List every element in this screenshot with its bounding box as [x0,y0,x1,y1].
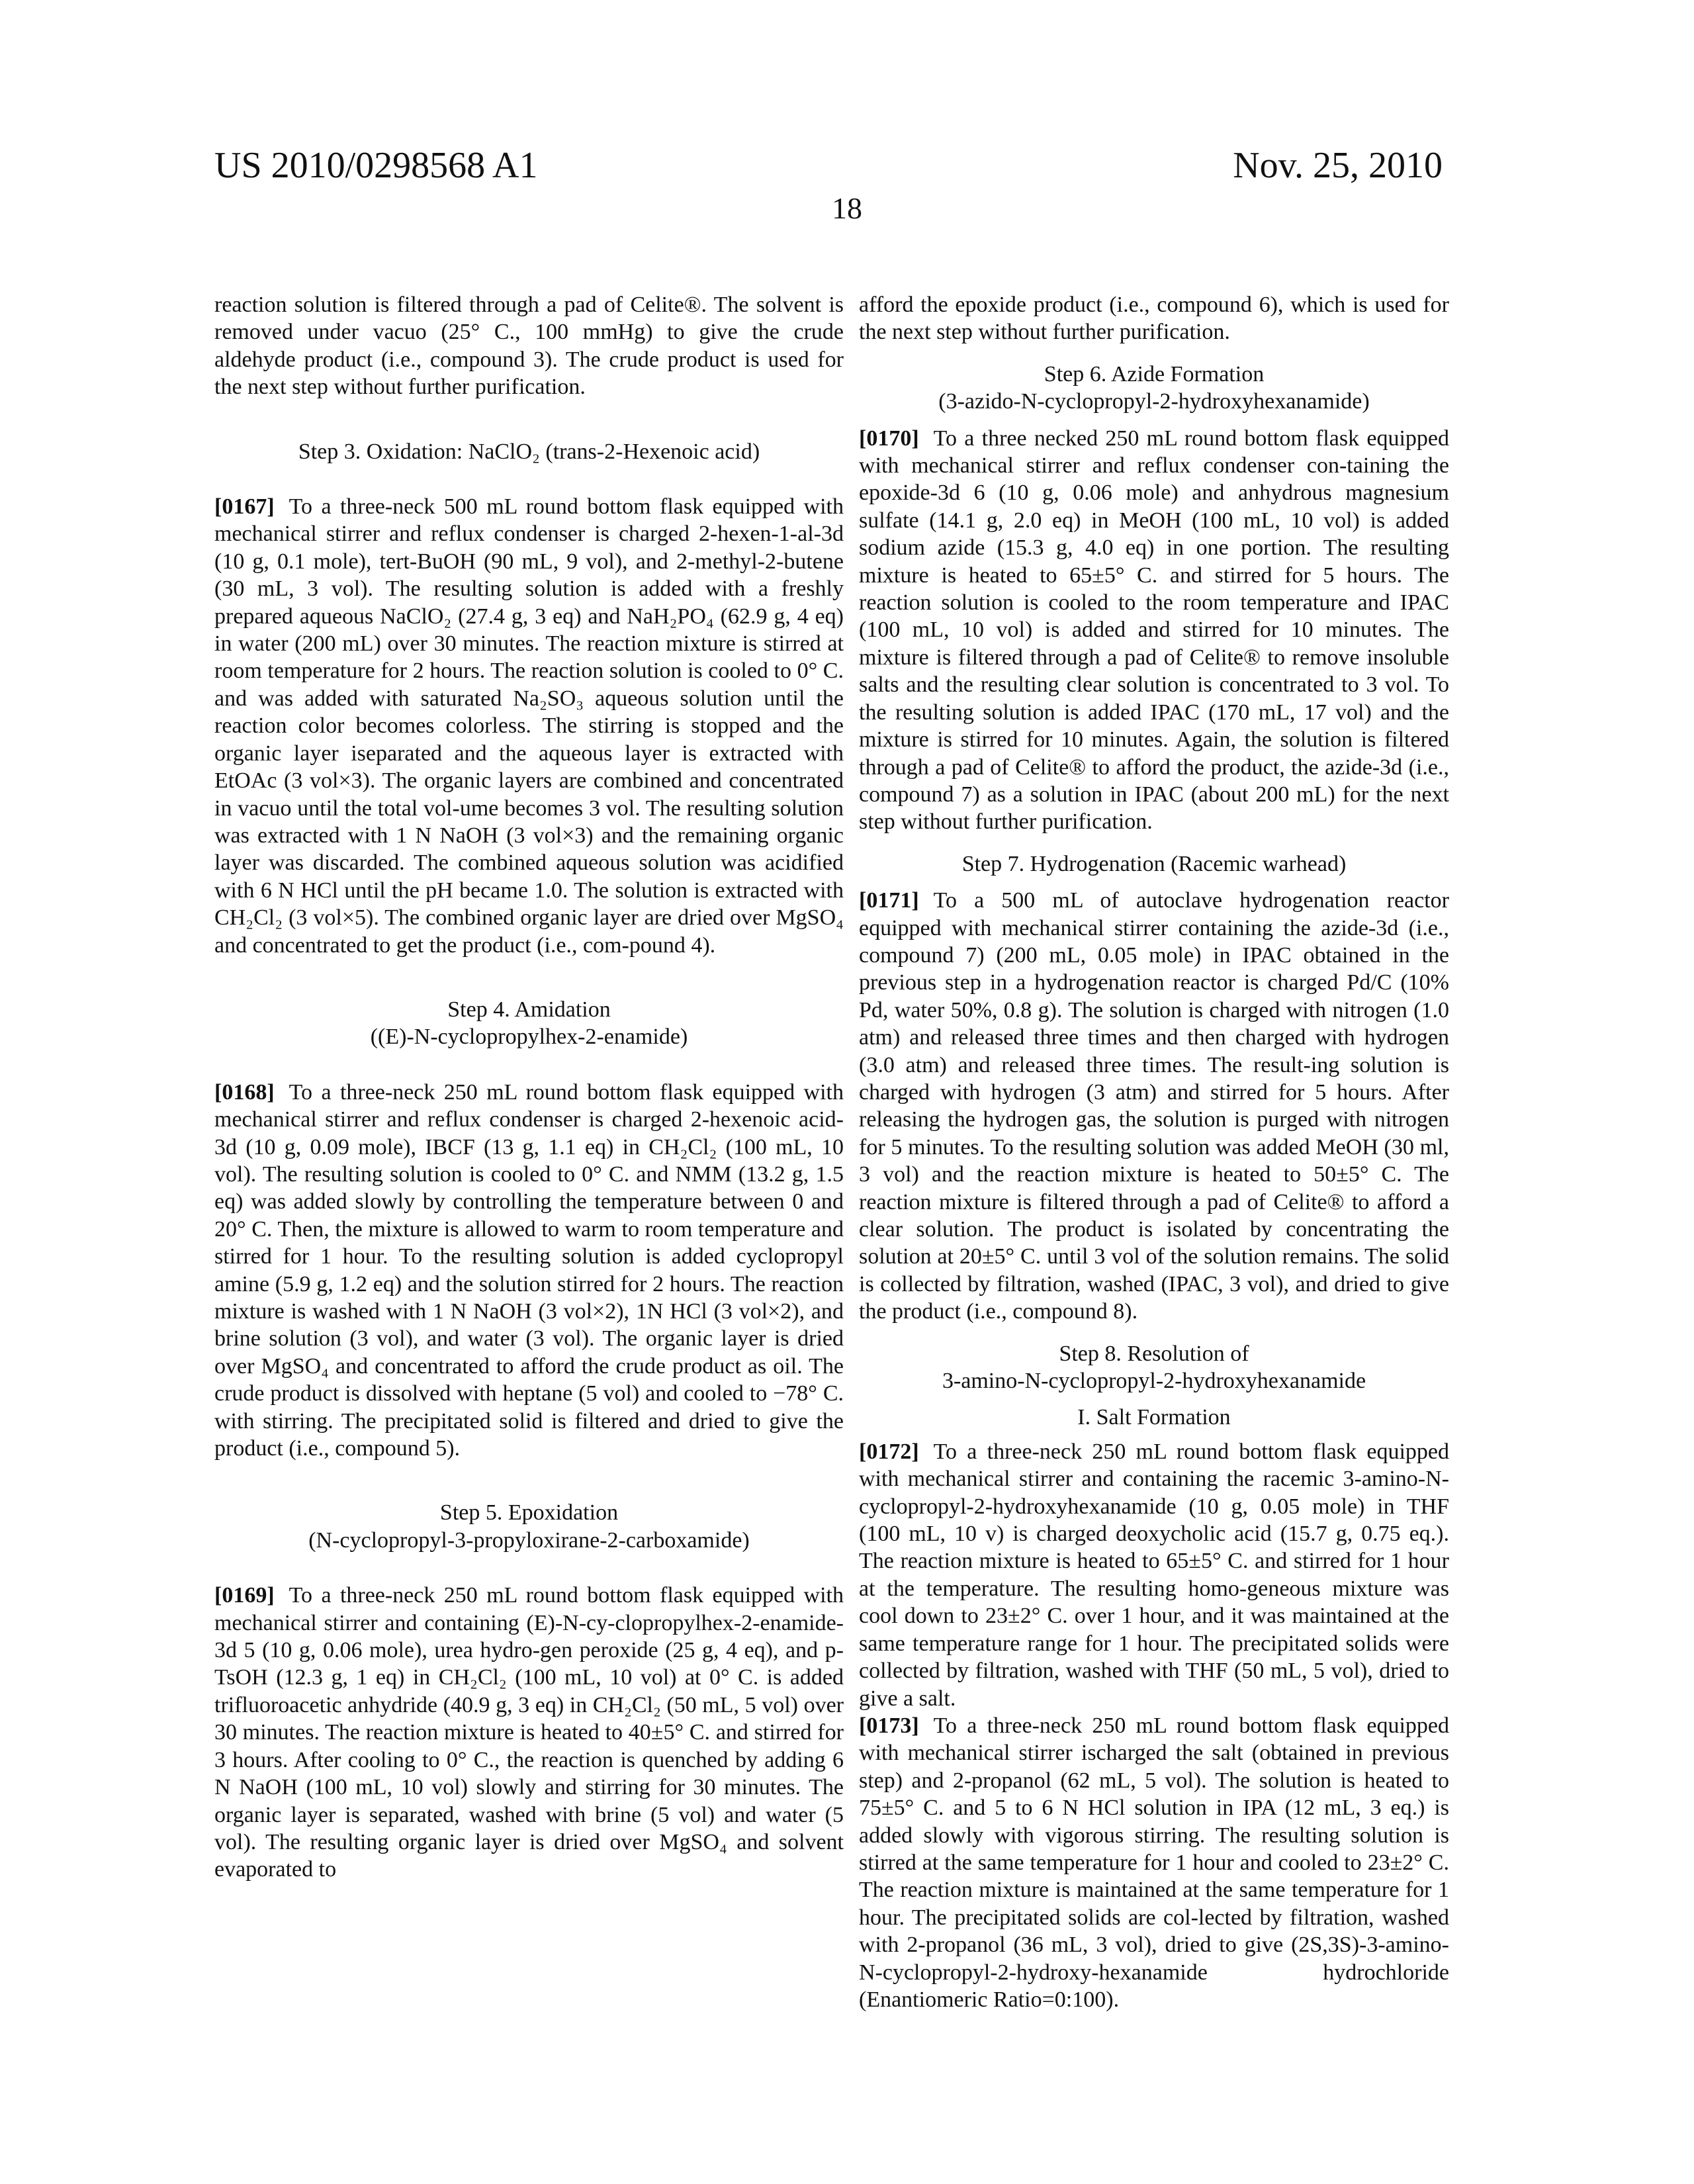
paragraph [859,887,1449,1326]
paragraph-text: reaction solution is filtered through a pad of Celite®. The solvent is removed under vacuo (25° C., 100 mmHg) to give the crude aldehyde product (i.e., compound 3). The crude product is used for the next step without further purification. [214,293,844,399]
section-heading [859,1404,1449,1431]
paragraph [859,291,1449,346]
heading-line: Step 4. Amidation [214,996,844,1023]
section-heading [214,1499,844,1554]
paragraph-text: To a three-neck 500 mL round bottom flask equipped with mechanical stirrer and reflux condenser is charged 2-hexen-1-al-3d (10 g, 0.1 mole), tert-BuOH (90 mL, 9 vol), and 2-methyl-2-butene (30 mL, 3 vol). The resulting solution is added with a freshly prepared aqueous NaClO₂ (27.4 g, 3 eq) and NaH₂PO₄ (62.9 g, 4 eq) in water (200 mL) over 30 minutes. The reaction mixture is stirred at room temperature for 2 hours. The reaction solution is cooled to 0° C. and was added with saturated Na₂SO₃ aqueous solution until the reaction color becomes colorless. The stirring is stopped and the organic layer iseparated and the aqueous layer is extracted with EtOAc (3 vol×3). The organic layers are combined and concentrated in vacuo until the total vol-ume becomes 3 vol. The resulting solution was extracted with 1 N NaOH (3 vol×3) and the remaining organic layer was discarded. The combined aqueous solution was acidified with 6 N HCl until the pH became 1.0. The solution is extracted with CH₂Cl₂ (3 vol×5). The combined organic layer are dried over MgSO₄ and concentrated to get the product (i.e., com-pound 4). [214,494,844,958]
heading-line: Step 6. Azide Formation [859,361,1449,388]
left-column [214,291,844,1884]
paragraph [859,1438,1449,1712]
paragraph-text: To a three-neck 250 mL round bottom flask equipped with mechanical stirrer and reflux condenser is charged 2-hexenoic acid-3d (10 g, 0.09 mole), IBCF (13 g, 1.1 eq) in CH₂Cl₂ (100 mL, 10 vol). The resulting solution is cooled to 0° C. and NMM (13.2 g, 1.5 eq) was added slowly by controlling the temperature between 0 and 20° C. Then, the mixture is allowed to warm to room temperature and stirred for 1 hour. To the resulting solution is added cyclopropyl amine (5.9 g, 1.2 eq) and the solution stirred for 2 hours. The reaction mixture is washed with 1 N NaOH (3 vol×2), 1N HCl (3 vol×2), and brine solution (3 vol), and water (3 vol). The organic layer is dried over MgSO₄ and concentrated to afford the crude product as oil. The crude product is dissolved with heptane (5 vol) and cooled to −78° C. with stirring. The precipitated solid is filtered and dried to give the product (i.e., compound 5). [214,1080,844,1461]
heading-line: 3-amino-N-cyclopropyl-2-hydroxyhexanamide [859,1367,1449,1394]
paragraph [214,1079,844,1463]
publication-date: Nov. 25, 2010 [1233,144,1443,187]
paragraph-text: To a three necked 250 mL round bottom flask equipped with mechanical stirrer and reflux condenser con-taining the epoxide-3d 6 (10 g, 0.06 mole) and anhydrous magnesium sulfate (14.1 g, 2.0 eq) in MeOH (100 mL, 10 vol) is added sodium azide (15.3 g, 4.0 eq) in one portion. The resulting mixture is heated to 65±5° C. and stirred for 5 hours. The reaction solution is cooled to the room temperature and IPAC (100 mL, 10 vol) is added and stirred for 10 minutes. The mixture is filtered through a pad of Celite® to remove insoluble salts and the resulting clear solution is concentrated to 3 vol. To the resulting solution is added IPAC (170 mL, 17 vol) and the mixture is stirred for 10 minutes. Again, the solution is filtered through a pad of Celite® to afford the product, the azide-3d (i.e., compound 7) as a solution in IPAC (about 200 mL) for the next step without further purification. [859,426,1449,835]
heading-line: I. Salt Formation [859,1404,1449,1431]
paragraph-number: [0167] [214,494,275,519]
paragraph [859,425,1449,836]
heading-line: Step 5. Epoxidation [214,1499,844,1526]
section-heading [214,438,844,465]
heading-line: Step 8. Resolution of [859,1340,1449,1367]
heading-line: (N-cyclopropyl-3-propyloxirane-2-carboxamide) [214,1527,844,1554]
paragraph-text: afford the epoxide product (i.e., compound 6), which is used for the next step without further purification. [859,293,1449,344]
section-heading [859,850,1449,878]
paragraph-number: [0170] [859,426,919,451]
paragraph-text: To a three-neck 250 mL round bottom flask equipped with mechanical stirrer and containing (E)-N-cy-clopropylhex-2-enamide-3d 5 (10 g, 0.06 mole), urea hydro-gen peroxide (25 g, 4 eq), and p-TsOH (12.3 g, 1 eq) in CH₂Cl₂ (100 mL, 10 vol) at 0° C. is added trifluoroacetic anhydride (40.9 g, 3 eq) in CH₂Cl₂ (50 mL, 5 vol) over 30 minutes. The reaction mixture is heated to 40±5° C. and stirred for 3 hours. After cooling to 0° C., the reaction is quenched by adding 6 N NaOH (100 mL, 10 vol) slowly and stirring for 30 minutes. The organic layer is separated, washed with brine (5 vol) and water (5 vol). The resulting organic layer is dried over MgSO₄ and solvent evaporated to [214,1583,844,1882]
paragraph-number: [0173] [859,1713,919,1738]
heading-line: Step 3. Oxidation: NaClO₂ (trans-2-Hexenoic acid) [214,438,844,465]
section-heading [859,1340,1449,1395]
paragraph [214,493,844,959]
section-heading [214,996,844,1051]
page-number: 18 [0,191,1694,226]
paragraph-number: [0171] [859,888,919,913]
section-heading [859,361,1449,416]
right-column [859,291,1449,2013]
paragraph [214,291,844,401]
publication-number: US 2010/0298568 A1 [214,144,538,187]
paragraph-number: [0168] [214,1080,275,1105]
paragraph-number: [0172] [859,1439,919,1464]
paragraph-text: To a 500 mL of autoclave hydrogenation reactor equipped with mechanical stirrer containing the azide-3d (i.e., compound 7) (200 mL, 0.05 mole) in IPAC obtained in the previous step in a hydrogenation reactor is charged Pd/C (10% Pd, water 50%, 0.8 g). The solution is charged with nitrogen (1.0 atm) and released three times and then charged with hydrogen (3.0 atm) and released three times. The result-ing solution is charged with hydrogen (3 atm) and stirred for 5 hours. After releasing the hydrogen gas, the solution is purged with nitrogen for 5 minutes. To the resulting solution was added MeOH (30 ml, 3 vol) and the reaction mixture is heated to 50±5° C. The reaction mixture is filtered through a pad of Celite® to afford a clear solution. The product is isolated by concentrating the solution at 20±5° C. until 3 vol of the solution remains. The solid is collected by filtration, washed (IPAC, 3 vol), and dried to give the product (i.e., compound 8). [859,888,1449,1324]
paragraph-text: To a three-neck 250 mL round bottom flask equipped with mechanical stirrer and containing the racemic 3-amino-N-cyclopropyl-2-hydroxyhexanamide (10 g, 0.05 mole) in THF (100 mL, 10 v) is charged deoxycholic acid (15.7 g, 0.75 eq.). The reaction mixture is heated to 65±5° C. and stirred for 1 hour at the temperature. The resulting homo-geneous mixture was cool down to 23±2° C. over 1 hour, and it was maintained at the same temperature range for 1 hour. The precipitated solids were collected by filtration, washed with THF (50 mL, 5 vol), dried to give a salt. [859,1439,1449,1711]
heading-line: Step 7. Hydrogenation (Racemic warhead) [859,850,1449,878]
paragraph-text: To a three-neck 250 mL round bottom flask equipped with mechanical stirrer ischarged the salt (obtained in previous step) and 2-propanol (62 mL, 5 vol). The solution is heated to 75±5° C. and 5 to 6 N HCl solution in IPA (12 mL, 3 eq.) is added slowly with vigorous stirring. The resulting solution is stirred at the same temperature for 1 hour and cooled to 23±2° C. The reaction mixture is maintained at the same temperature for 1 hour. The precipitated solids are col-lected by filtration, washed with 2-propanol (36 mL, 3 vol), dried to give (2S,3S)-3-amino-N-cyclopropyl-2-hydroxy-hexanamide hydrochloride (Enantiomeric Ratio=0:100). [859,1713,1449,2012]
heading-line: ((E)-N-cyclopropylhex-2-enamide) [214,1023,844,1050]
heading-line: (3-azido-N-cyclopropyl-2-hydroxyhexanamide) [859,388,1449,415]
paragraph [859,1712,1449,2013]
paragraph [214,1582,844,1883]
paragraph-number: [0169] [214,1583,275,1608]
